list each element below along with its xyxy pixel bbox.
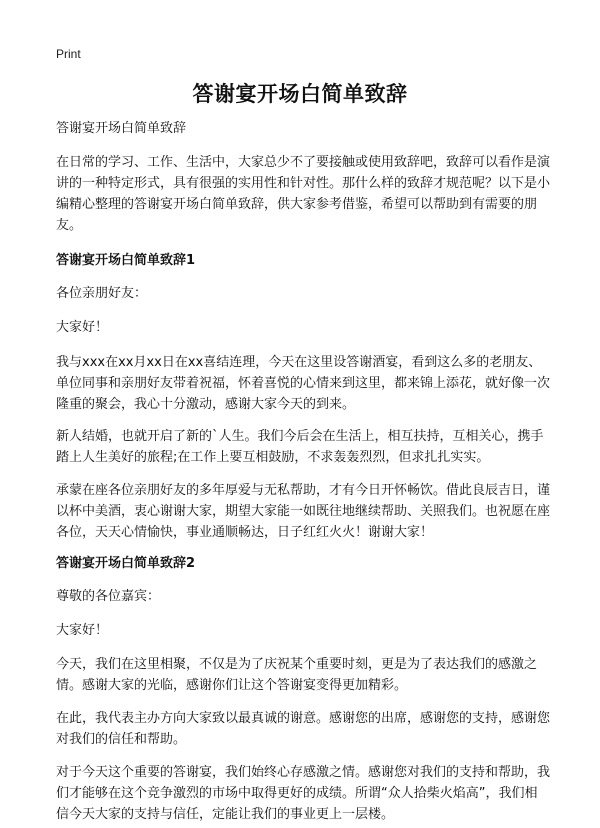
section1-hello: 大家好！ [56, 320, 109, 335]
section-heading-1: 答谢宴开场白简单致辞1 [56, 253, 196, 268]
document-subtitle: 答谢宴开场白简单致辞 [56, 121, 187, 136]
section2-paragraph: 在此，我代表主办方向大家致以最真诚的谢意。感谢您的出席，感谢您的支持，感谢您对我们的信任和帮助。 [56, 711, 551, 747]
section1-paragraph: 我与xxx在xx月xx日在xx喜结连理，今天在这里设答谢酒宴，看到这么多的老朋友、单位同事和亲朋好友带着祝福，怀着喜悦的心情来到这里，都来锦上添花，就好像一次隆重的聚会，我心十分激动，感谢大家今天的到来。 [56, 355, 551, 412]
section1-paragraph: 承蒙在座各位亲朋好友的多年厚爱与无私帮助，才有今日开怀畅饮。借此良辰吉日，谨以杯中美酒，衷心谢谢大家，期望大家能一如既往地继续帮助、关照我们。也祝愿在座各位，天天心情愉快，事业通顺畅达，日子红红火火！谢谢大家！ [56, 483, 551, 540]
intro-paragraph: 在日常的学习、工作、生活中，大家总少不了要接触或使用致辞吧，致辞可以看作是演讲的一种特定形式，具有很强的实用性和针对性。那什么样的致辞才规范呢？以下是小编精心整理的答谢宴开场白简单致辞，供大家参考借鉴，希望可以帮助到有需要的朋友。 [56, 155, 551, 233]
section1-paragraph: 新人结婚，也就开启了新的`人生。我们今后会在生活上，相互扶持，互相关心，携手踏上人生美好的旅程;在工作上要互相鼓励，不求轰轰烈烈，但求扎扎实实。 [56, 429, 544, 465]
section2-paragraph: 今天，我们在这里相聚，不仅是为了庆祝某个重要时刻，更是为了表达我们的感激之情。感谢大家的光临，感谢你们让这个答谢宴变得更加精彩。 [56, 657, 538, 693]
section-heading-2: 答谢宴开场白简单致辞2 [56, 556, 196, 571]
section1-greeting: 各位亲朋好友： [56, 286, 148, 301]
document-body [56, 118, 550, 825]
print-link[interactable]: Print [56, 47, 81, 61]
section2-paragraph: 对于今天这个重要的答谢宴，我们始终心存感激之情。感谢您对我们的支持和帮助，我们才能够在这个竞争激烈的市场中取得更好的成绩。所谓“众人拾柴火焰高”，我们相信今天大家的支持与信任，定能让我们的事业更上一层楼。 [56, 765, 551, 822]
page-title: 答谢宴开场白简单致辞 [192, 82, 408, 106]
section2-hello: 大家好！ [56, 623, 109, 638]
section2-greeting: 尊敬的各位嘉宾： [56, 589, 161, 604]
